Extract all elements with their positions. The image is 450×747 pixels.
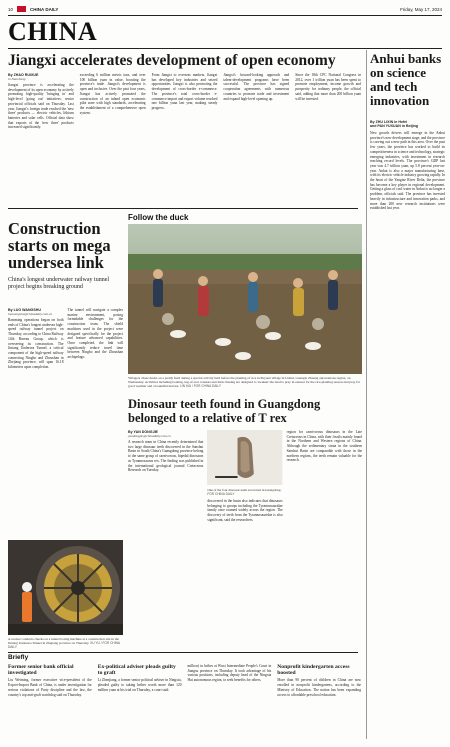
- article2-byline-email: luowangshu@chinadaily.com.cn: [8, 312, 53, 316]
- brief-text: Li Zhenjiang, a former senior political adviser in Ningxia, pleaded guilty to taking bribes worth more than 120 million yuan at his trial on Thursday, a court said.: [97, 678, 182, 692]
- article1-body: [8, 73, 361, 130]
- brief-headline: Former senior bank official investigated: [8, 664, 74, 677]
- brief-text: million) in bribes at Wuxi Intermediate People's Court in Jiangsu province on Thursday. It took advantage of his various positions, including deputy head of the Ningxia Hui autonomous region, to seek benefits for others.: [187, 664, 272, 683]
- masthead: CHINA DAILY: [30, 6, 59, 12]
- brief-text: Liu Weiming, former executive vice-president of the Export-Import Bank of China, is under investigation for serious violations of Party discipline and the law, the country's top anti-graft watchdog said on Thursday.: [8, 678, 92, 697]
- sidebar-headline: Anhui banks on science and tech innovation: [370, 51, 442, 108]
- tunnel-photo: [8, 540, 123, 635]
- photo1-caption-text: Villagers chase ducks on a paddy field during a special activity held before the planting of rice in Puyuan village in Lishui, Guangxi Zhuang autonomous region, on Wednesday. Activities including boating, tug-of-war contests and duck chasing are designed to 'awaken' the land to pray in earnest for the rice-planting season and pray for good weather and a bountiful harvest.: [128, 376, 361, 389]
- fossil-photo: [207, 430, 282, 485]
- sidebar-text: New growth drivers will emerge in the Anhui province's new development stage, and the province is carving out a new path in this area. Over the past few years, the province has worked to build its competitiveness in science and technology, strategic emerging industries, with investment in research reaching record levels. The province's GDP last year was 4.7 trillion yuan, up 5.8 percent year-on-year. Anhui is also a major manufacturing base, with its electric vehicle industry growing rapidly. In the heart of the Yangtze River Delta, the province has become a key player in regional development. Getting a glass of cool water in Anhui is no longer a problem, officials said. The province has invested heavily in infrastructure and innovation parks, and more than 200 new research institutions were established last year.: [370, 131, 446, 211]
- page-header: [8, 4, 442, 14]
- article1-text-3: From Jiangxi to overseas markets, Jiangxi has developed key industries and seized opportunities. Jiangxi is also promoting the development of cross-border e-commerce. The province's total cross-border e-commerce import and export volume reached one billion yuan last year, making steady progress.: [151, 73, 218, 110]
- article3-body: [128, 430, 362, 523]
- article1-col1: [8, 73, 74, 130]
- brief-item: [98, 664, 182, 697]
- article3-col2: [207, 430, 282, 523]
- photo1-label: Follow the duck: [128, 213, 189, 222]
- fossil-image: [207, 430, 282, 485]
- photo2-caption: [8, 637, 123, 650]
- article2-deck: China's longest underwater railway tunnel project begins breaking ground: [8, 277, 110, 290]
- fossil-caption-text: One of the four dinosaur teeth excavated in Guangdong.: [207, 488, 282, 492]
- header-left: [8, 6, 58, 12]
- photo2-credit: XU YU / FOR CHINA DAILY: [8, 641, 120, 650]
- brief-headline: Nonprofit kindergarten access boosted: [277, 664, 350, 677]
- article1-headline: Jiangxi accelerates development of open economy: [8, 52, 336, 69]
- article2-body: [8, 308, 123, 370]
- fossil-caption: [207, 488, 282, 496]
- brief-headline: Ex-political adviser pleads guilty to graft: [97, 664, 176, 677]
- photo1-credit: LIN KAI / FOR CHINA DAILY: [180, 384, 221, 389]
- article1-byline: By ZHAO RUIXUE: [8, 73, 39, 77]
- briefly-body: [8, 664, 361, 697]
- article1-text-2: exceeding 6 million metric tons, and over 100 billion yuan in value, boosting the province's trade. Jiangxi's development is open and inclusive. Over the past four years, Jiangxi has actively promoted the construction of an inland open economic pilot zone with high standards, accelerating the establishment of a comprehensive open system.: [79, 73, 146, 115]
- section-title: CHINA: [8, 17, 98, 46]
- article1-text-4: Jiangxi's forward-looking approach and talent-development programs have been successful. The province has signed cooperation agreements with numerous countries to promote trade and investment and expand high-level opening up.: [223, 73, 290, 101]
- brief-item: [188, 664, 272, 697]
- article3-byline-email: yandongjie@chinadaily.com.cn: [128, 434, 171, 438]
- sidebar-byline-2: and PAN YUXUAN in Beijing: [370, 124, 418, 128]
- article3-text-3: region for carnivorous dinosaurs in the Late Cretaceous in China, with their fossils mainly found in the Northern and Western regions of China. Although the sedimentary strata in the southern Sanshui Basin are comparable with those in the northern regions, the teeth remain valuable for the research.: [286, 430, 362, 463]
- photo2-caption-text: A worker conducts checks on a tunnel boring machine at a construction site in the Jintang Undersea Tunnel in Zhejiang province on Thursday.: [8, 637, 119, 646]
- brief-text: More than 90 percent of children in China are now enrolled in nonprofit kindergartens, according to the Ministry of Education. The nation has been expanding access to affordable preschool education.: [277, 678, 361, 697]
- article1-location: in Nanchang: [8, 77, 26, 81]
- article2-byline: By LUO WANGSHU: [8, 308, 41, 312]
- briefly-rule: [8, 652, 358, 653]
- article3-text-1: A research team in China recently determined that two large dinosaur teeth discovered in the Sanshui Basin in South China's Guangdong province belong to the same group of carnivorous, bipedal dinosaurs as Tyrannosaurus rex. The finding was published in the international geological journal Cretaceous Research on Tuesday.: [128, 440, 204, 473]
- article2-text-1: Ramming operations began on both ends of China's longest undersea high-speed railway tunnel project on Thursday, according to China Railway 14th Bureau Group, which is overseeing its construction. The Jintang Undersea Tunnel, a critical component of the high-speed railway connecting Ningbo and Zhoushan in Zhejiang province, will span 16.18 kilometers upon completion.: [8, 318, 64, 370]
- article1-text-5: Since the 18th CPC National Congress in 2012, over 1 trillion yuan has been spent to promote employment, income growth and prosperity for ordinary people, the official said, adding that more than 200 billion yuan will be invested.: [295, 73, 361, 101]
- fossil-credit: FOR CHINA DAILY: [207, 492, 235, 496]
- page-number: 10: [8, 6, 14, 12]
- article3-text-2: discovered in the basin also indicates that dinosaurs belonging to groups including the Tyrannosauridae family once roamed widely across the region. The discovery of teeth from the Tyrannosauridae is also significant, said the researchers.: [207, 499, 283, 522]
- header-rule: [8, 15, 442, 16]
- article1-bottom-rule: [8, 208, 358, 209]
- masthead-logo-icon: [17, 6, 26, 12]
- issue-date: Friday, May 17, 2024: [400, 6, 442, 12]
- article3-headline: Dinosaur teeth found in Guangdong belonged to a relative of T rex: [128, 397, 321, 425]
- section-rule: [8, 48, 442, 49]
- article2-headline: Construction starts on mega undersea link: [8, 219, 111, 272]
- article2-col1: [8, 308, 64, 370]
- sidebar-body: [370, 120, 445, 211]
- article1-text-1: Jiangxi province is accelerating the development of its open economy by actively promoting high-quality 'bringing in' and high-level 'going out' initiatives, senior provincial officials said on Thursday. Last year, Jiangxi's foreign trade reached the 'new three' products — electric vehicles, lithium batteries and solar cells. Official data show that exports of the 'new three' products increased significantly.: [8, 83, 74, 130]
- duck-photo-image: [128, 224, 362, 374]
- article3-byline: By YAN DONGJIE: [128, 430, 158, 434]
- brief-item: [8, 664, 92, 697]
- brief-item: [277, 664, 361, 697]
- sidebar-divider: [366, 50, 367, 739]
- article3-col1: [128, 430, 203, 523]
- briefly-title: Briefly: [8, 654, 29, 661]
- photo1-caption: [128, 376, 362, 389]
- tunnel-photo-image: [8, 540, 123, 635]
- sidebar-byline: By ZHU LIXIN in Hefei: [370, 120, 408, 124]
- article2-text-2: The tunnel will navigate a complex marine environment, posing formidable challenges for the construction team. The shield machines used in the project were designed specifically for the project and feature advanced capabilities. Once completed, the link will significantly reduce travel time between Ningbo and the Zhoushan archipelago.: [67, 308, 123, 360]
- duck-photo: [128, 224, 362, 374]
